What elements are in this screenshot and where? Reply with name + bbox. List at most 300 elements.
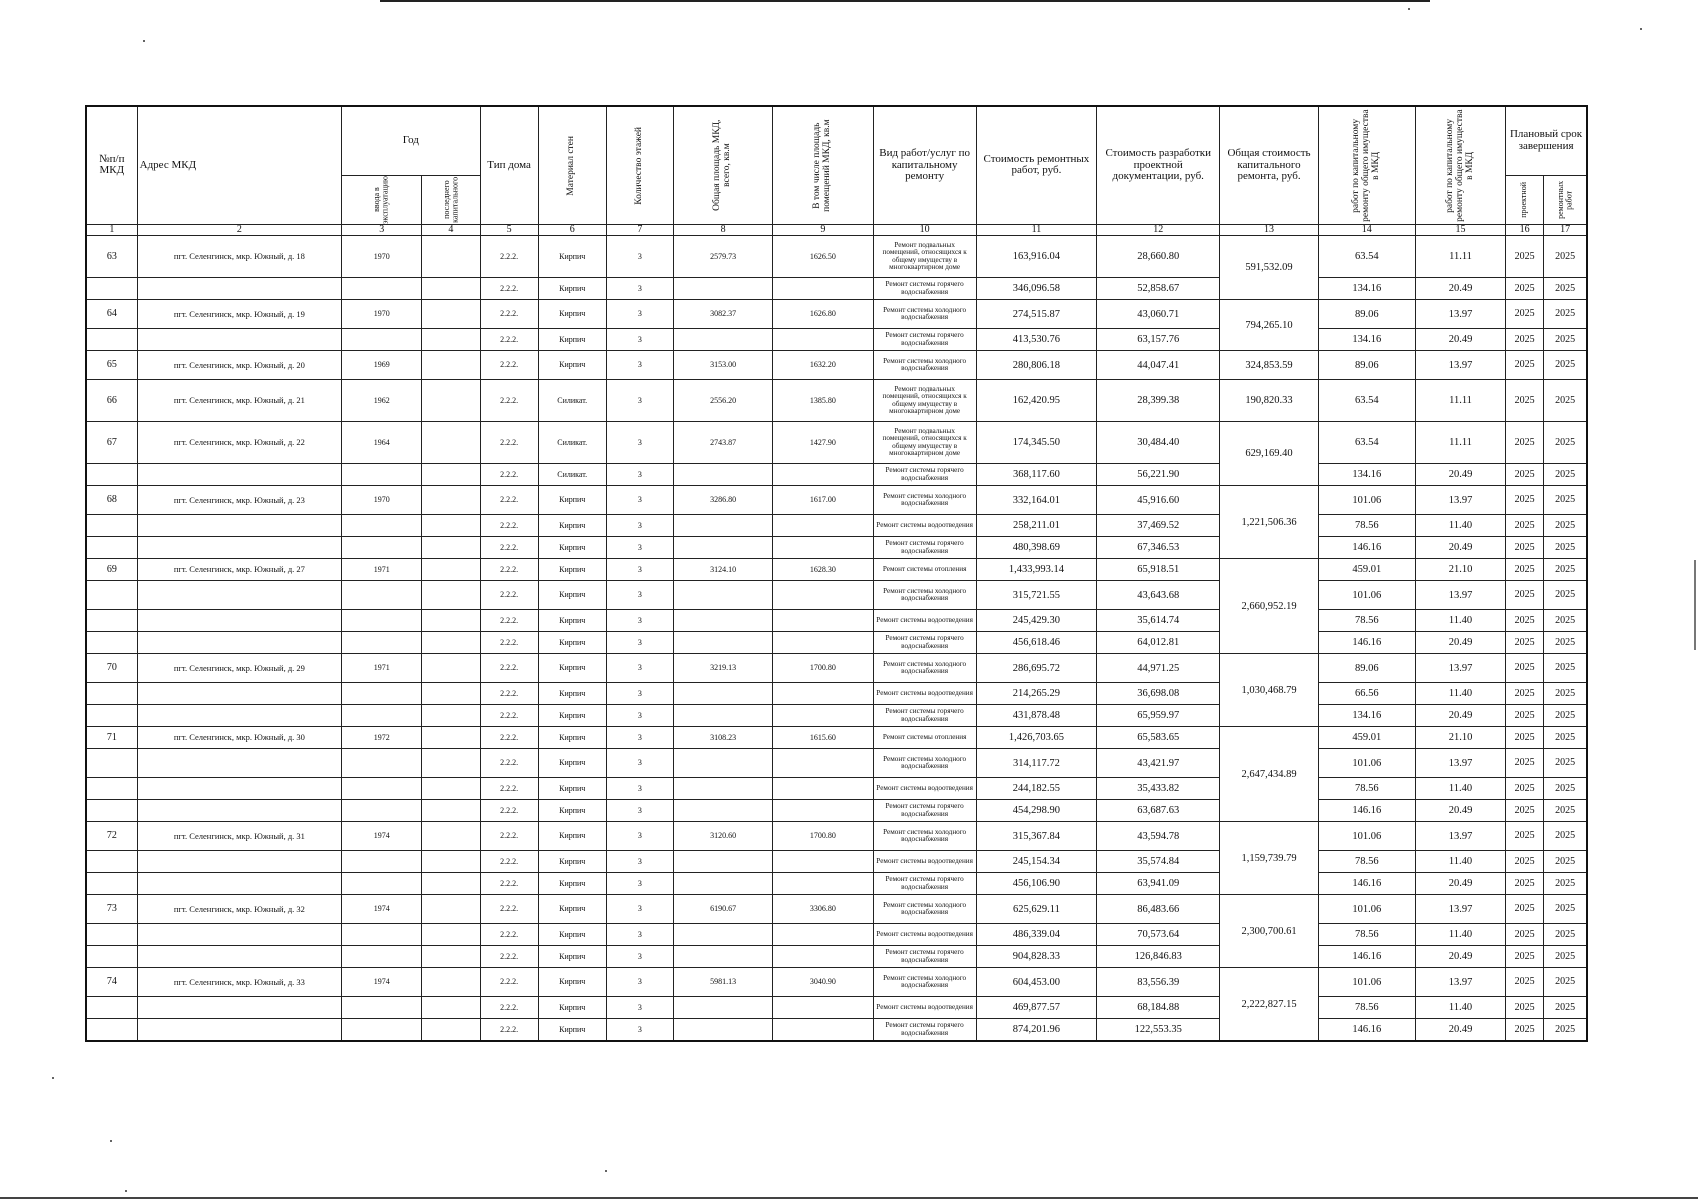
works-deadline-cell: 2025 (1544, 873, 1587, 895)
last-repair-cell (422, 968, 480, 997)
design-cost-cell: 43,060.71 (1097, 300, 1220, 329)
wall-material-cell: Кирпич (538, 329, 606, 351)
design-cost-cell: 64,012.81 (1097, 632, 1220, 654)
table-row (86, 236, 1587, 278)
works-deadline-cell: 2025 (1544, 610, 1587, 632)
table-row (86, 895, 1587, 924)
works-deadline-cell: 2025 (1544, 924, 1587, 946)
repair-cost-cell: 214,265.29 (976, 683, 1096, 705)
house-type-cell: 2.2.2. (480, 515, 538, 537)
table-row (86, 351, 1587, 380)
scan-speck (110, 1140, 112, 1142)
house-type-cell: 2.2.2. (480, 464, 538, 486)
wall-material-cell: Кирпич (538, 727, 606, 749)
address-cell: пгт. Селенгинск, мкр. Южный, д. 18 (137, 236, 342, 278)
total-area-cell (673, 464, 772, 486)
mkd-number-cell (86, 683, 137, 705)
house-type-cell: 2.2.2. (480, 997, 538, 1019)
mkd-number-cell: 67 (86, 422, 137, 464)
unit-design-cell: 11.40 (1415, 997, 1505, 1019)
wall-material-cell: Кирпич (538, 610, 606, 632)
column-number: 9 (773, 224, 873, 236)
floors-cell: 3 (606, 895, 673, 924)
wall-material-cell: Кирпич (538, 705, 606, 727)
repair-cost-cell: 1,426,703.65 (976, 727, 1096, 749)
premises-area-cell (773, 537, 873, 559)
commission-year-cell (342, 610, 422, 632)
design-deadline-text: проектной (1519, 182, 1529, 218)
design-deadline-cell: 2025 (1506, 705, 1544, 727)
total-area-cell (673, 1019, 772, 1042)
last-repair-cell (422, 329, 480, 351)
unit-design-cell: 20.49 (1415, 537, 1505, 559)
premises-area-cell (773, 749, 873, 778)
unit-design-cell: 11.40 (1415, 778, 1505, 800)
column-number: 10 (873, 224, 976, 236)
col-unit-design-header (1415, 106, 1505, 224)
unit-design-cell: 13.97 (1415, 895, 1505, 924)
table-body (86, 236, 1587, 1042)
unit-design-cell: 11.40 (1415, 851, 1505, 873)
repair-cost-cell: 486,339.04 (976, 924, 1096, 946)
commission-year-cell: 1970 (342, 300, 422, 329)
unit-cost-cell: 78.56 (1318, 924, 1415, 946)
commission-year-cell: 1971 (342, 559, 422, 581)
premises-area-cell (773, 924, 873, 946)
design-cost-cell: 28,660.80 (1097, 236, 1220, 278)
repair-cost-cell: 280,806.18 (976, 351, 1096, 380)
wall-material-cell: Кирпич (538, 300, 606, 329)
work-type-cell: Ремонт системы водоотведения (873, 683, 976, 705)
premises-area-cell (773, 683, 873, 705)
table-row (86, 486, 1587, 515)
floors-cell: 3 (606, 800, 673, 822)
commission-year-cell (342, 946, 422, 968)
header-row (86, 106, 1587, 176)
total-area-cell: 3219.13 (673, 654, 772, 683)
mkd-number-cell: 74 (86, 968, 137, 997)
col-floors-header (606, 106, 673, 224)
unit-design-cell: 13.97 (1415, 822, 1505, 851)
design-cost-cell: 63,941.09 (1097, 873, 1220, 895)
commission-year-cell (342, 683, 422, 705)
total-area-cell (673, 610, 772, 632)
wall-material-cell: Кирпич (538, 873, 606, 895)
total-cost-cell: 1,159,739.79 (1220, 822, 1318, 895)
house-type-cell: 2.2.2. (480, 278, 538, 300)
mkd-number-cell: 72 (86, 822, 137, 851)
total-area-cell (673, 873, 772, 895)
works-deadline-cell: 2025 (1544, 778, 1587, 800)
design-cost-cell: 44,971.25 (1097, 654, 1220, 683)
unit-design-cell: 13.97 (1415, 654, 1505, 683)
repair-cost-cell: 469,877.57 (976, 997, 1096, 1019)
column-number: 6 (538, 224, 606, 236)
wall-material-cell: Кирпич (538, 351, 606, 380)
design-cost-cell: 65,959.97 (1097, 705, 1220, 727)
design-cost-cell: 86,483.66 (1097, 895, 1220, 924)
commission-year-cell (342, 632, 422, 654)
premises-area-cell: 1700.80 (773, 654, 873, 683)
works-deadline-cell: 2025 (1544, 895, 1587, 924)
unit-cost-cell: 146.16 (1318, 873, 1415, 895)
design-deadline-cell: 2025 (1506, 822, 1544, 851)
floors-cell: 3 (606, 632, 673, 654)
works-deadline-cell: 2025 (1544, 351, 1587, 380)
house-type-cell: 2.2.2. (480, 924, 538, 946)
house-type-cell: 2.2.2. (480, 778, 538, 800)
work-type-cell: Ремонт системы водоотведения (873, 851, 976, 873)
address-cell: пгт. Селенгинск, мкр. Южный, д. 31 (137, 822, 342, 851)
premises-area-cell (773, 873, 873, 895)
unit-cost-cell: 78.56 (1318, 515, 1415, 537)
floors-cell: 3 (606, 924, 673, 946)
design-deadline-cell: 2025 (1506, 924, 1544, 946)
wall-material-cell: Кирпич (538, 924, 606, 946)
floors-cell: 3 (606, 278, 673, 300)
unit-cost-cell: 146.16 (1318, 800, 1415, 822)
mkd-number-cell (86, 800, 137, 822)
works-deadline-cell: 2025 (1544, 851, 1587, 873)
table-row (86, 422, 1587, 464)
premises-area-cell: 1700.80 (773, 822, 873, 851)
house-type-cell: 2.2.2. (480, 946, 538, 968)
commission-year-cell: 1972 (342, 727, 422, 749)
premises-area-text: В том числе площадь помещений МКД, кв.м (811, 119, 832, 212)
address-cell (137, 464, 342, 486)
table-row (86, 727, 1587, 749)
address-cell (137, 997, 342, 1019)
mkd-number-cell (86, 946, 137, 968)
address-cell (137, 278, 342, 300)
total-area-cell: 2579.73 (673, 236, 772, 278)
commission-year-cell (342, 924, 422, 946)
total-cost-cell: 2,660,952.19 (1220, 559, 1318, 654)
design-cost-cell: 65,918.51 (1097, 559, 1220, 581)
work-type-cell: Ремонт системы горячего водоснабжения (873, 632, 976, 654)
works-deadline-cell: 2025 (1544, 300, 1587, 329)
unit-cost-cell: 146.16 (1318, 537, 1415, 559)
mkd-number-cell: 63 (86, 236, 137, 278)
commission-year-cell: 1970 (342, 486, 422, 515)
total-area-cell (673, 946, 772, 968)
works-deadline-cell: 2025 (1544, 380, 1587, 422)
total-area-cell (673, 515, 772, 537)
total-area-cell: 3124.10 (673, 559, 772, 581)
mkd-number-cell (86, 464, 137, 486)
work-type-cell: Ремонт системы горячего водоснабжения (873, 464, 976, 486)
works-deadline-cell: 2025 (1544, 822, 1587, 851)
column-number: 4 (422, 224, 480, 236)
address-cell: пгт. Селенгинск, мкр. Южный, д. 29 (137, 654, 342, 683)
table-row (86, 581, 1587, 610)
col-repair-cost-header: Стоимость ремонтных работ, руб. (976, 106, 1096, 224)
commission-year-cell (342, 851, 422, 873)
house-type-cell: 2.2.2. (480, 610, 538, 632)
work-type-cell: Ремонт системы горячего водоснабжения (873, 705, 976, 727)
commission-year-cell (342, 778, 422, 800)
col-wall-material-header (538, 106, 606, 224)
work-type-cell: Ремонт подвальных помещений, относящихся к общему имуществу в многоквартирном доме (873, 380, 976, 422)
col-address-header: Адрес МКД (137, 106, 342, 224)
premises-area-cell (773, 946, 873, 968)
floors-cell: 3 (606, 997, 673, 1019)
total-area-cell: 2556.20 (673, 380, 772, 422)
work-type-cell: Ремонт системы отопления (873, 727, 976, 749)
floors-cell: 3 (606, 968, 673, 997)
floors-cell: 3 (606, 1019, 673, 1042)
premises-area-cell (773, 851, 873, 873)
house-type-cell: 2.2.2. (480, 895, 538, 924)
unit-cost-cell: 89.06 (1318, 300, 1415, 329)
column-number: 12 (1097, 224, 1220, 236)
table-row (86, 632, 1587, 654)
last-repair-cell (422, 486, 480, 515)
design-cost-cell: 126,846.83 (1097, 946, 1220, 968)
unit-cost-text: работ по капитальному ремонту общего имущества в МКД (1350, 109, 1381, 222)
repair-cost-cell: 245,429.30 (976, 610, 1096, 632)
table-row (86, 778, 1587, 800)
address-cell (137, 610, 342, 632)
unit-design-cell: 21.10 (1415, 727, 1505, 749)
mkd-number-cell (86, 1019, 137, 1042)
table-row (86, 851, 1587, 873)
unit-design-cell: 13.97 (1415, 351, 1505, 380)
column-number: 3 (342, 224, 422, 236)
work-type-cell: Ремонт подвальных помещений, относящихся к общему имуществу в многоквартирном доме (873, 236, 976, 278)
unit-design-cell: 13.97 (1415, 300, 1505, 329)
repair-cost-cell: 245,154.34 (976, 851, 1096, 873)
repair-cost-cell: 315,721.55 (976, 581, 1096, 610)
premises-area-cell (773, 705, 873, 727)
col-design-deadline-header (1506, 176, 1544, 225)
address-cell (137, 946, 342, 968)
commission-year-cell (342, 705, 422, 727)
mkd-number-cell: 66 (86, 380, 137, 422)
floors-cell: 3 (606, 683, 673, 705)
mkd-number-cell (86, 924, 137, 946)
col-design-cost-header: Стоимость разработки проектной документации, руб. (1097, 106, 1220, 224)
commission-year-cell: 1962 (342, 380, 422, 422)
unit-design-cell: 13.97 (1415, 749, 1505, 778)
floors-cell: 3 (606, 422, 673, 464)
repair-cost-cell: 274,515.87 (976, 300, 1096, 329)
design-cost-cell: 65,583.65 (1097, 727, 1220, 749)
house-type-cell: 2.2.2. (480, 727, 538, 749)
repair-register-table (85, 105, 1588, 1042)
repair-cost-cell: 1,433,993.14 (976, 559, 1096, 581)
design-deadline-cell: 2025 (1506, 486, 1544, 515)
commission-year-cell (342, 749, 422, 778)
wall-material-cell: Кирпич (538, 236, 606, 278)
repair-cost-cell: 174,345.50 (976, 422, 1096, 464)
floors-cell: 3 (606, 236, 673, 278)
house-type-cell: 2.2.2. (480, 329, 538, 351)
work-type-cell: Ремонт системы холодного водоснабжения (873, 749, 976, 778)
mkd-number-cell (86, 515, 137, 537)
table-row (86, 1019, 1587, 1042)
wall-material-cell: Кирпич (538, 581, 606, 610)
scan-edge-right (1694, 560, 1696, 650)
design-deadline-cell: 2025 (1506, 727, 1544, 749)
design-cost-cell: 30,484.40 (1097, 422, 1220, 464)
wall-material-text: Материал стен (566, 135, 577, 196)
floors-cell: 3 (606, 654, 673, 683)
design-cost-cell: 43,594.78 (1097, 822, 1220, 851)
address-cell: пгт. Селенгинск, мкр. Южный, д. 33 (137, 968, 342, 997)
floors-cell: 3 (606, 486, 673, 515)
house-type-cell: 2.2.2. (480, 559, 538, 581)
total-cost-cell: 1,030,468.79 (1220, 654, 1318, 727)
address-cell: пгт. Селенгинск, мкр. Южный, д. 19 (137, 300, 342, 329)
house-type-cell: 2.2.2. (480, 800, 538, 822)
last-repair-cell (422, 800, 480, 822)
house-type-cell: 2.2.2. (480, 749, 538, 778)
unit-cost-cell: 63.54 (1318, 422, 1415, 464)
premises-area-cell (773, 329, 873, 351)
wall-material-cell: Кирпич (538, 822, 606, 851)
repair-cost-cell: 480,398.69 (976, 537, 1096, 559)
house-type-cell: 2.2.2. (480, 968, 538, 997)
last-repair-cell (422, 851, 480, 873)
mkd-number-cell: 68 (86, 486, 137, 515)
scan-speck (605, 1170, 607, 1172)
column-number: 8 (673, 224, 772, 236)
mkd-number-cell (86, 851, 137, 873)
wall-material-cell: Кирпич (538, 800, 606, 822)
mkd-number-cell (86, 778, 137, 800)
works-deadline-cell: 2025 (1544, 537, 1587, 559)
repair-cost-cell: 163,916.04 (976, 236, 1096, 278)
premises-area-cell: 1626.50 (773, 236, 873, 278)
wall-material-cell: Силикат. (538, 422, 606, 464)
wall-material-cell: Кирпич (538, 968, 606, 997)
unit-cost-cell: 78.56 (1318, 997, 1415, 1019)
design-deadline-cell: 2025 (1506, 380, 1544, 422)
last-repair-cell (422, 946, 480, 968)
work-type-cell: Ремонт системы отопления (873, 559, 976, 581)
unit-cost-cell: 134.16 (1318, 329, 1415, 351)
repair-cost-cell: 314,117.72 (976, 749, 1096, 778)
design-deadline-cell: 2025 (1506, 800, 1544, 822)
unit-design-cell: 20.49 (1415, 632, 1505, 654)
last-repair-cell (422, 924, 480, 946)
column-number: 7 (606, 224, 673, 236)
address-cell (137, 924, 342, 946)
premises-area-cell (773, 778, 873, 800)
floors-cell: 3 (606, 778, 673, 800)
design-cost-cell: 43,421.97 (1097, 749, 1220, 778)
work-type-cell: Ремонт системы водоотведения (873, 778, 976, 800)
mkd-number-cell (86, 705, 137, 727)
premises-area-cell: 1617.00 (773, 486, 873, 515)
floors-cell: 3 (606, 329, 673, 351)
house-type-cell: 2.2.2. (480, 705, 538, 727)
repair-cost-cell: 456,106.90 (976, 873, 1096, 895)
total-area-cell: 3153.00 (673, 351, 772, 380)
floors-cell: 3 (606, 464, 673, 486)
premises-area-cell: 1615.60 (773, 727, 873, 749)
design-deadline-cell: 2025 (1506, 581, 1544, 610)
house-type-cell: 2.2.2. (480, 1019, 538, 1042)
total-area-cell (673, 278, 772, 300)
design-deadline-cell: 2025 (1506, 654, 1544, 683)
mkd-number-cell (86, 278, 137, 300)
total-area-cell: 2743.87 (673, 422, 772, 464)
design-cost-cell: 52,858.67 (1097, 278, 1220, 300)
address-cell (137, 800, 342, 822)
premises-area-cell (773, 464, 873, 486)
work-type-cell: Ремонт системы горячего водоснабжения (873, 800, 976, 822)
design-deadline-cell: 2025 (1506, 559, 1544, 581)
col-commission-year-header (342, 176, 422, 225)
unit-cost-cell: 134.16 (1318, 464, 1415, 486)
work-type-cell: Ремонт системы горячего водоснабжения (873, 278, 976, 300)
design-deadline-cell: 2025 (1506, 632, 1544, 654)
last-repair-cell (422, 683, 480, 705)
commission-year-cell: 1974 (342, 822, 422, 851)
col-total-cost-header: Общая стоимость капитального ремонта, руб. (1220, 106, 1318, 224)
repair-cost-cell: 162,420.95 (976, 380, 1096, 422)
total-area-cell (673, 749, 772, 778)
design-cost-cell: 45,916.60 (1097, 486, 1220, 515)
unit-design-text: работ по капитальному ремонту общего имущества в МКД (1444, 109, 1475, 222)
last-repair-cell (422, 351, 480, 380)
work-type-cell: Ремонт системы холодного водоснабжения (873, 822, 976, 851)
commission-year-cell (342, 278, 422, 300)
total-area-cell (673, 537, 772, 559)
design-deadline-cell: 2025 (1506, 236, 1544, 278)
table-row (86, 822, 1587, 851)
wall-material-cell: Кирпич (538, 278, 606, 300)
table-row (86, 749, 1587, 778)
total-area-cell (673, 997, 772, 1019)
repair-cost-cell: 904,828.33 (976, 946, 1096, 968)
design-cost-cell: 28,399.38 (1097, 380, 1220, 422)
address-cell (137, 873, 342, 895)
floors-cell: 3 (606, 610, 673, 632)
design-deadline-cell: 2025 (1506, 464, 1544, 486)
premises-area-cell (773, 610, 873, 632)
unit-cost-cell: 89.06 (1318, 654, 1415, 683)
unit-cost-cell: 63.54 (1318, 380, 1415, 422)
unit-design-cell: 20.49 (1415, 1019, 1505, 1042)
total-cost-cell: 629,169.40 (1220, 422, 1318, 486)
unit-cost-cell: 101.06 (1318, 968, 1415, 997)
commission-year-cell: 1970 (342, 236, 422, 278)
wall-material-cell: Кирпич (538, 895, 606, 924)
unit-cost-cell: 89.06 (1318, 351, 1415, 380)
last-repair-cell (422, 1019, 480, 1042)
address-cell (137, 683, 342, 705)
repair-cost-cell: 332,164.01 (976, 486, 1096, 515)
repair-cost-cell: 456,618.46 (976, 632, 1096, 654)
design-deadline-cell: 2025 (1506, 515, 1544, 537)
work-type-cell: Ремонт системы горячего водоснабжения (873, 946, 976, 968)
total-cost-cell: 591,532.09 (1220, 236, 1318, 300)
table-row (86, 800, 1587, 822)
house-type-cell: 2.2.2. (480, 537, 538, 559)
repair-cost-cell: 431,878.48 (976, 705, 1096, 727)
house-type-cell: 2.2.2. (480, 822, 538, 851)
wall-material-cell: Кирпич (538, 778, 606, 800)
table-row (86, 654, 1587, 683)
commission-year-cell (342, 515, 422, 537)
last-repair-text: последнего капитального (441, 176, 459, 223)
col-unit-cost-header (1318, 106, 1415, 224)
works-deadline-cell: 2025 (1544, 464, 1587, 486)
last-repair-cell (422, 997, 480, 1019)
